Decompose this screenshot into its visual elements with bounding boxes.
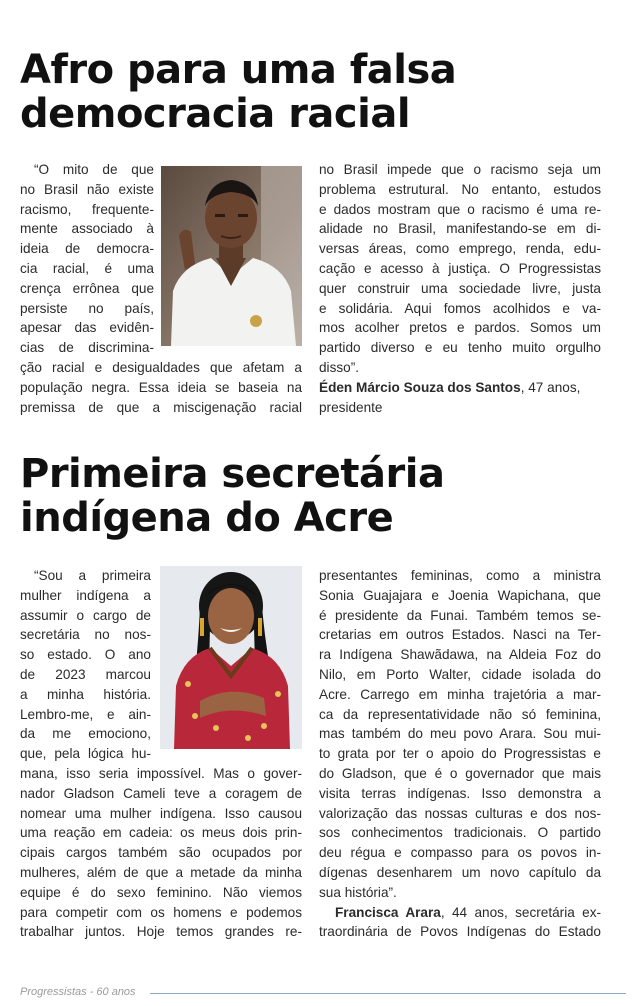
text-line: Nilo, em Porto Walter, cidade isolada do	[319, 666, 601, 682]
text-line: e dados mostram que o racismo é uma re-	[319, 201, 601, 217]
article1-headline	[20, 48, 456, 136]
text-line: crença errônea que	[20, 280, 154, 296]
article2-right-column	[319, 566, 601, 942]
text-line: ção racial e desigualdades que afetam a	[20, 360, 302, 375]
article1-right-column	[319, 160, 601, 417]
text-line: to grata por ter o apoio do Progressistas e	[319, 746, 601, 762]
text-line: a minha história.	[20, 686, 151, 702]
text-line: nador Gladson Cameli teve a coragem de	[20, 785, 302, 801]
text-line: mos acolher pretos e pardos. Somos um	[319, 320, 601, 336]
text-line: ra Indígena Shawãdawa, na Aldeia Foz do	[319, 647, 601, 663]
text-line: mulher indígena a	[20, 587, 151, 603]
signature-name: Francisca Arara	[335, 904, 441, 920]
text-line: mana, isso seria impossível. Mas o gover-	[20, 766, 302, 781]
text-line: dígenas desenharem um novo capítulo da	[319, 864, 601, 880]
text-line: Lembro-me, e ain-	[20, 706, 151, 722]
text-line: no Brasil não existe	[20, 181, 154, 197]
article1-wrap-text	[20, 160, 154, 358]
text-line: de 2023 marcou	[20, 666, 151, 682]
text-line: assumir o cargo de	[20, 607, 151, 623]
text-line: cia racial, é uma	[20, 260, 154, 276]
article2-headline-line: Primeira secretária	[20, 451, 445, 497]
text-line: deu régua e compasso para os povos in-	[319, 845, 601, 861]
footer-divider	[150, 993, 626, 994]
text-line: racismo, frequente-	[20, 201, 154, 217]
text-line: para competir com os homens e podemos	[20, 904, 302, 920]
text-line: mulheres, além de que a metade da minha	[20, 864, 302, 880]
text-line: cação e acesso à justiça. O Progressistas	[319, 260, 601, 276]
text-line: população negra. Essa ideia se baseia na	[20, 379, 302, 395]
article1-headline-line: Afro para uma falsa	[20, 47, 457, 93]
text-line: “Sou a primeira	[34, 568, 151, 583]
text-line: que, pela lógica hu-	[20, 746, 151, 762]
text-line: no Brasil impede que o racismo seja um	[319, 162, 601, 177]
signature-details: , 47 anos,	[520, 379, 581, 395]
text-line: versas áreas, como emprego, renda, edu-	[319, 241, 601, 257]
text-line: e solidária. Aqui fomos acolhidos e va-	[319, 300, 601, 316]
text-line: sos conhecimentos tradicionais. O partido	[319, 825, 601, 841]
text-line: cretarias em outros Estados. Nasci na Ter-	[319, 627, 601, 643]
article2-headline	[20, 452, 444, 540]
text-line: valorização das nossas culturas e dos nos-	[319, 805, 601, 821]
text-line: presentantes femininas, como a ministra	[319, 568, 601, 583]
text-line: cipais cargos também são ocupados por	[20, 845, 302, 861]
text-line: uma reação em cadeia: os meus dois prin-	[20, 825, 302, 841]
text-line: mente associado à	[20, 221, 154, 237]
text-line: trabalhar juntos. Hoje temos grandes re-	[20, 924, 302, 940]
text-line: ca da representatividade não só feminina,	[319, 706, 601, 722]
text-line: ideia de democra-	[20, 241, 154, 257]
article1-left-column	[20, 358, 302, 417]
text-line: Sonia Guajajara e Joenia Wapichana, que	[319, 587, 601, 603]
text-line: persiste no país,	[20, 300, 154, 316]
text-line: secretária no nos-	[20, 627, 151, 643]
text-line: do Gladson, que é o governador que mais	[319, 765, 601, 781]
text-line: Acre. Carrego em minha trajetória a mar-	[319, 686, 601, 702]
text-line: nomear uma mulher indígena. Isso causou	[20, 805, 302, 821]
text-line: visita terras indígenas. Isso demonstra a	[319, 785, 601, 801]
text-line: disso”.	[319, 359, 360, 375]
footer-label: Progressistas - 60 anos	[20, 986, 136, 998]
article1-signature	[319, 378, 601, 398]
text-line: cias de discrimina-	[20, 340, 154, 356]
text-line: so estado. O ano	[20, 647, 151, 663]
text-line: da me emociono,	[20, 726, 151, 742]
article1-headline-line: democracia racial	[20, 91, 411, 137]
text-line: apesar das evidên-	[20, 320, 154, 336]
article2-left-column	[20, 764, 302, 942]
signature-role: presidente	[319, 399, 383, 415]
signature-details: , 44 anos, secretária ex-	[440, 904, 602, 920]
text-line: quer construir uma sociedade livre, justa	[319, 280, 601, 296]
text-line: problema estrutural. No entanto, estudos	[319, 181, 601, 197]
text-line: é presidente da Funai. Também temos se-	[319, 607, 601, 623]
signature-role: traordinária de Povos Indígenas do Estado	[319, 924, 601, 940]
text-line: “O mito de que	[34, 162, 154, 177]
text-line: premissa de que a miscigenação racial	[20, 399, 302, 415]
text-line: mas também do meu povo Arara. Sou mui-	[319, 726, 601, 742]
article2-wrap-text	[20, 566, 151, 764]
francisca-portrait-photo	[160, 566, 302, 749]
article2-headline-line: indígena do Acre	[20, 495, 394, 541]
article2-signature	[319, 903, 601, 923]
text-line: sua história”.	[319, 884, 397, 900]
text-line: partido diverso e eu tenho muito orgulho	[319, 340, 601, 356]
text-line: alidade no Brasil, manifestando-se em di-	[319, 221, 601, 237]
text-line: equipe é do sexo feminino. Não viemos	[20, 884, 302, 900]
signature-name: Éden Márcio Souza dos Santos	[319, 379, 521, 395]
eden-portrait-photo	[161, 166, 302, 346]
